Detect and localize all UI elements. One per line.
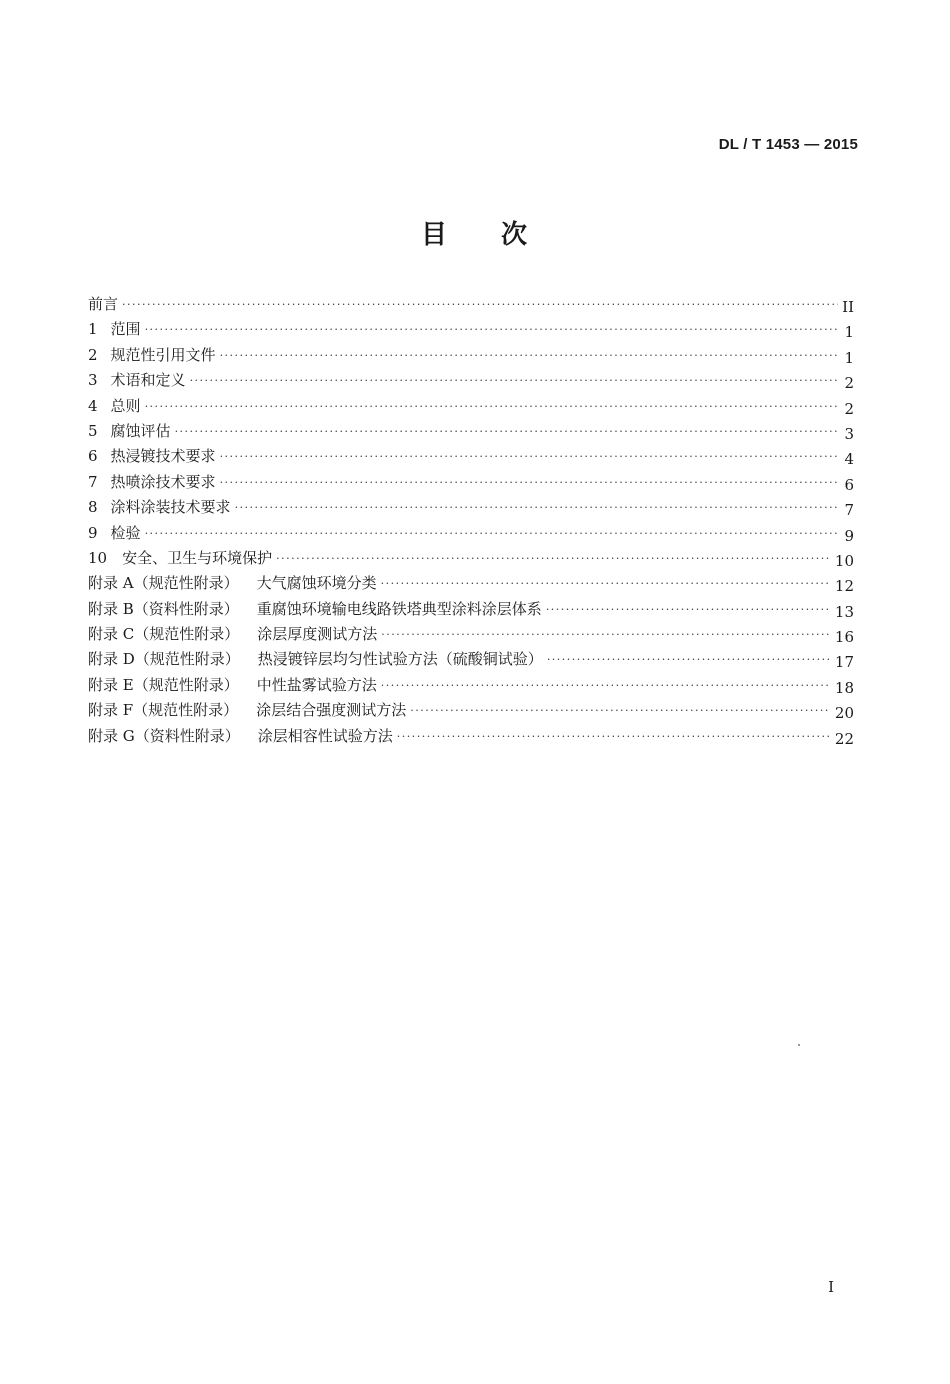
- toc-dot-leader: [122, 292, 838, 317]
- toc-entry-appendix-tag: 附录 B（资料性附录）: [88, 599, 239, 618]
- toc-dot-leader: [220, 343, 840, 368]
- toc-entry[interactable]: [88, 444, 854, 469]
- toc-entry-page: 18: [834, 678, 854, 697]
- toc-entry-label: 热喷涂技术要求: [110, 472, 216, 491]
- toc-entry[interactable]: [88, 521, 854, 546]
- page-number: I: [828, 1278, 834, 1296]
- toc-entry-label: 范围: [110, 320, 141, 339]
- title-char-2: 次: [501, 220, 530, 250]
- toc-dot-leader: [145, 394, 840, 419]
- toc-entry-number: 6: [88, 447, 98, 466]
- toc-entry-appendix-tag: 附录 F（规范性附录）: [88, 701, 239, 720]
- page-title: [0, 214, 950, 251]
- toc-entry[interactable]: [88, 647, 854, 672]
- toc-entry-label: 涂层厚度测试方法: [257, 625, 378, 644]
- toc-entry-label: 中性盐雾试验方法: [256, 675, 377, 694]
- toc-entry-page: 12: [834, 577, 854, 596]
- toc-entry[interactable]: [88, 368, 854, 393]
- toc-entry-page: 13: [834, 602, 854, 621]
- toc-entry[interactable]: [88, 317, 854, 342]
- toc-entry-page: 20: [834, 704, 854, 723]
- toc-entry[interactable]: [88, 724, 854, 749]
- toc-entry-number: 10: [88, 548, 108, 567]
- toc-entry-label: 热浸镀锌层均匀性试验方法（硫酸铜试验）: [257, 650, 543, 669]
- toc-entry-page: 10: [834, 551, 854, 570]
- toc-entry[interactable]: [88, 698, 854, 723]
- toc-dot-leader: [546, 597, 831, 622]
- toc-entry[interactable]: [88, 394, 854, 419]
- toc-entry-page: 7: [844, 501, 854, 520]
- toc-entry-number: 9: [88, 523, 98, 542]
- toc-entry-page: 9: [844, 526, 854, 545]
- toc-entry-label: 热浸镀技术要求: [110, 447, 216, 466]
- toc-entry[interactable]: [88, 622, 854, 647]
- toc-dot-leader: [276, 546, 831, 571]
- toc-entry[interactable]: [88, 292, 854, 317]
- toc-entry-label: 涂层结合强度测试方法: [256, 701, 407, 720]
- toc-dot-leader: [381, 622, 831, 647]
- toc-entry-page: 16: [834, 628, 854, 647]
- toc-entry-label: 总则: [110, 396, 141, 415]
- toc-entry-page: 17: [834, 653, 854, 672]
- toc-dot-leader: [397, 724, 831, 749]
- toc-entry-number: 2: [88, 345, 98, 364]
- toc-dot-leader: [145, 317, 840, 342]
- title-char-1: 目: [420, 220, 449, 250]
- toc-dot-leader: [220, 470, 840, 495]
- toc-entry[interactable]: [88, 673, 854, 698]
- toc-dot-leader: [175, 419, 840, 444]
- toc-entry-appendix-tag: 附录 E（规范性附录）: [88, 675, 239, 694]
- toc-dot-leader: [235, 495, 840, 520]
- toc-dot-leader: [410, 698, 831, 723]
- toc-entry[interactable]: [88, 597, 854, 622]
- toc-entry-label: 术语和定义: [110, 371, 186, 390]
- toc-entry[interactable]: [88, 419, 854, 444]
- toc-entry-page: 6: [844, 475, 854, 494]
- toc-dot-leader: [381, 571, 831, 596]
- toc-entry-page: 1: [844, 348, 854, 367]
- toc-entry-page: 2: [844, 399, 854, 418]
- toc-dot-leader: [145, 521, 840, 546]
- toc-entry[interactable]: [88, 571, 854, 596]
- toc-entry-number: 7: [88, 472, 98, 491]
- toc-entry-number: 8: [88, 498, 98, 517]
- toc-entry-label: 检验: [110, 523, 141, 542]
- toc-entry-page: 2: [844, 374, 854, 393]
- toc-entry-number: 5: [88, 421, 98, 440]
- toc-dot-leader: [220, 444, 840, 469]
- toc-entry-appendix-tag: 附录 A（规范性附录）: [88, 574, 239, 593]
- toc-entry-label: 大气腐蚀环境分类: [256, 574, 377, 593]
- toc-entry-appendix-tag: 附录 G（资料性附录）: [88, 726, 240, 745]
- toc-entry-page: 1: [844, 323, 854, 342]
- scan-speck: [798, 1044, 800, 1046]
- toc-entry-label: 规范性引用文件: [110, 345, 216, 364]
- toc-entry-page: 4: [844, 450, 854, 469]
- toc-entry[interactable]: [88, 495, 854, 520]
- toc-dot-leader: [381, 673, 831, 698]
- toc-dot-leader: [547, 647, 831, 672]
- table-of-contents: [88, 292, 854, 749]
- toc-entry-number: 4: [88, 396, 98, 415]
- toc-entry-label: 涂层相容性试验方法: [257, 726, 393, 745]
- toc-entry-number: 1: [88, 320, 98, 339]
- toc-entry-label: 安全、卫生与环境保护: [122, 548, 273, 567]
- toc-entry[interactable]: [88, 343, 854, 368]
- toc-dot-leader: [190, 368, 840, 393]
- toc-entry-label: 腐蚀评估: [110, 421, 171, 440]
- toc-entry-page: 3: [844, 424, 854, 443]
- toc-entry-appendix-tag: 附录 D（规范性附录）: [88, 650, 240, 669]
- standard-code: DL / T 1453 — 2015: [718, 136, 858, 153]
- toc-entry-number: 3: [88, 371, 98, 390]
- toc-entry-label: 重腐蚀环境输电线路铁塔典型涂料涂层体系: [256, 599, 542, 618]
- toc-entry-label: 涂料涂装技术要求: [110, 498, 231, 517]
- toc-entry-page: II: [842, 298, 854, 316]
- toc-entry-appendix-tag: 附录 C（规范性附录）: [88, 625, 240, 644]
- toc-entry[interactable]: [88, 470, 854, 495]
- toc-entry[interactable]: [88, 546, 854, 571]
- toc-entry-label: 前言: [88, 295, 119, 313]
- toc-entry-page: 22: [834, 729, 854, 748]
